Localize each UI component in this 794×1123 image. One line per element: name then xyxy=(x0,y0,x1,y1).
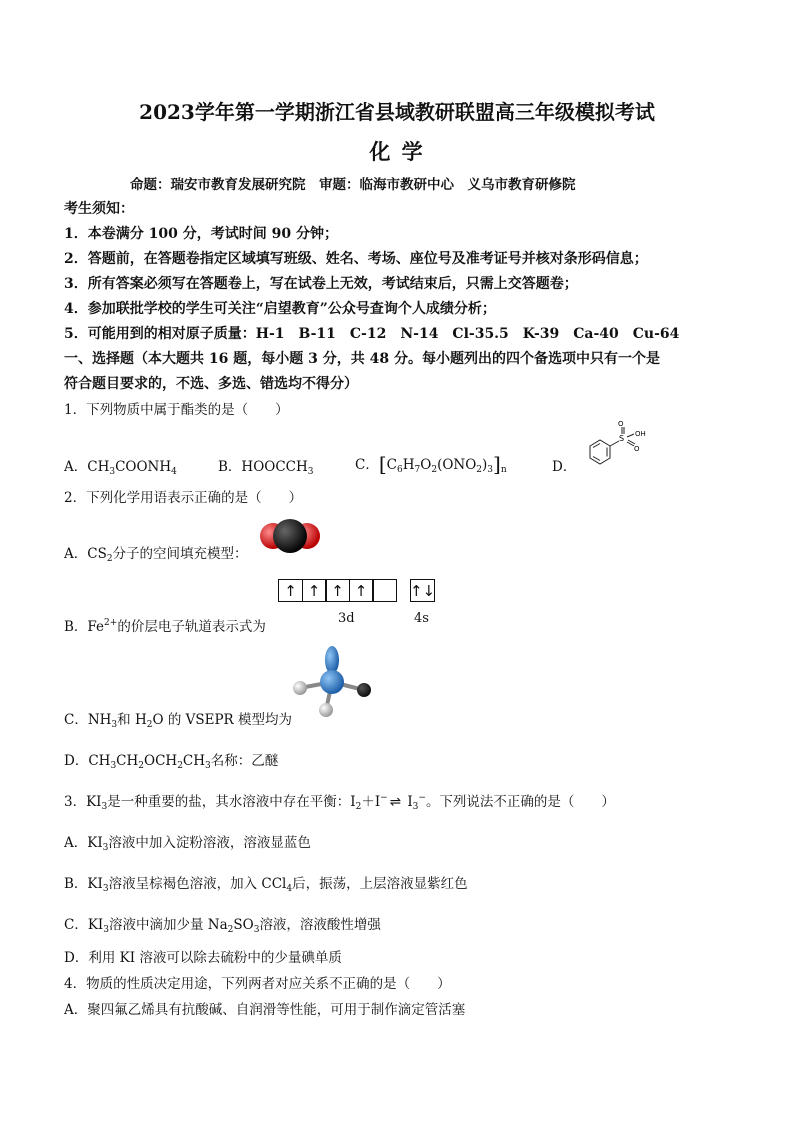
q2-stem: 2．下列化学用语表示正确的是（ ） xyxy=(64,490,303,506)
orbital-3d-4: ↑ xyxy=(349,579,374,602)
q1-stem: 1．下列物质中属于酯类的是（ ） xyxy=(64,402,289,418)
q3-option-a: A．$KI_3$溶液中加入淀粉溶液，溶液显蓝色 xyxy=(64,835,311,853)
q2-option-b: B．$Fe^{2+}$的价层电子轨道表示式为 xyxy=(64,618,266,635)
notice-item-4: 4．参加联批学校的学生可关注“启望教育”公众号查询个人成绩分析； xyxy=(64,301,496,317)
q2-option-a: A．$CS_2$分子的空间填充模型： xyxy=(64,546,248,564)
q3-option-b: B．$KI_3$溶液呈棕褐色溶液，加入 CCl$_4$后，振荡，上层溶液显紫红色 xyxy=(64,876,468,894)
benzenesulfonic-acid-structure xyxy=(572,420,652,472)
q4-stem: 4．物质的性质决定用途，下列两者对应关系不正确的是（ ） xyxy=(64,976,451,992)
notice-item-3: 3．所有答案必须写在答题卷上，写在试卷上无效，考试结束后，只需上交答题卷； xyxy=(64,276,578,292)
q3-option-d: D．利用 KI 溶液可以除去硫粉中的少量碘单质 xyxy=(64,950,342,966)
notice-item-5: 5．可能用到的相对原子质量：H-1 B-11 C-12 N-14 Cl-35.5 K-39 Ca-40 Cu-64 xyxy=(64,326,680,342)
q4-option-a: A．聚四氟乙烯具有抗酸碱、自润滑等性能，可用于制作滴定管活塞 xyxy=(64,1002,466,1018)
orbital-3d-2: ↑ xyxy=(302,579,327,602)
q1-option-b: B．$HOOCCH_3$ xyxy=(218,459,314,477)
orbital-label-3d: 3d xyxy=(338,611,355,626)
exam-title: 2023学年第一学期浙江省县域教研联盟高三年级模拟考试 xyxy=(139,100,655,124)
fe-4s-orbital-box xyxy=(410,579,435,602)
fe-3d-orbital-boxes xyxy=(278,579,397,602)
q3-option-c: C．$KI_3$溶液中滴加少量 $Na_2SO_3$溶液，溶液酸性增强 xyxy=(64,917,381,935)
orbital-label-4s: 4s xyxy=(414,611,429,626)
q1-option-d: D． xyxy=(552,459,577,475)
sulfur-label: S xyxy=(619,434,625,443)
section-heading-cont: 符合题目要求的，不选、多选、错选均不得分） xyxy=(64,376,358,392)
notice-item-1: 1．本卷满分 100 分，考试时间 90 分钟； xyxy=(64,226,338,242)
notice-item-2: 2．答题前，在答题卷指定区域填写班级、姓名、考场、座位号及准考证号并核对条形码信息； xyxy=(64,251,648,267)
sulfonyl-o-top: O xyxy=(618,420,624,428)
notice-heading: 考生须知： xyxy=(64,201,134,217)
q1-option-c: C．$[C_6H_7O_2(ONO_2)_3]_n$ xyxy=(355,452,507,476)
sulfonyl-o-right: O xyxy=(634,445,640,453)
authors-line: 命题：瑞安市教育发展研究院 审题：临海市教研中心 义乌市教育研修院 xyxy=(130,177,576,193)
vsepr-tetrahedral-model xyxy=(286,640,378,722)
hydroxyl-label: OH xyxy=(635,430,646,438)
cs2-space-filling-model xyxy=(258,514,322,558)
q2-option-c: C．$NH_3$和 $H_2O$ 的 VSEPR 模型均为 xyxy=(64,712,293,730)
q2-option-d: D．$CH_3CH_2OCH_2CH_3$名称：乙醚 xyxy=(64,753,279,771)
orbital-3d-1: ↑ xyxy=(278,579,303,602)
orbital-3d-3: ↑ xyxy=(325,579,350,602)
section-heading: 一、选择题（本大题共 16 题，每小题 3 分，共 48 分。每小题列出的四个备选项中只有一个是 xyxy=(64,351,660,367)
orbital-3d-5 xyxy=(372,579,397,602)
q3-stem: 3．$KI_3$是一种重要的盐，其水溶液中存在平衡：$I_2+I^-$ ⇌ $I_3^-$。下列说法不正确的是（ ） xyxy=(64,793,615,812)
subject-title: 化 学 xyxy=(369,139,425,164)
q1-option-a: A．$CH_3COONH_4$ xyxy=(64,459,177,477)
orbital-4s: ↑↓ xyxy=(410,579,435,602)
